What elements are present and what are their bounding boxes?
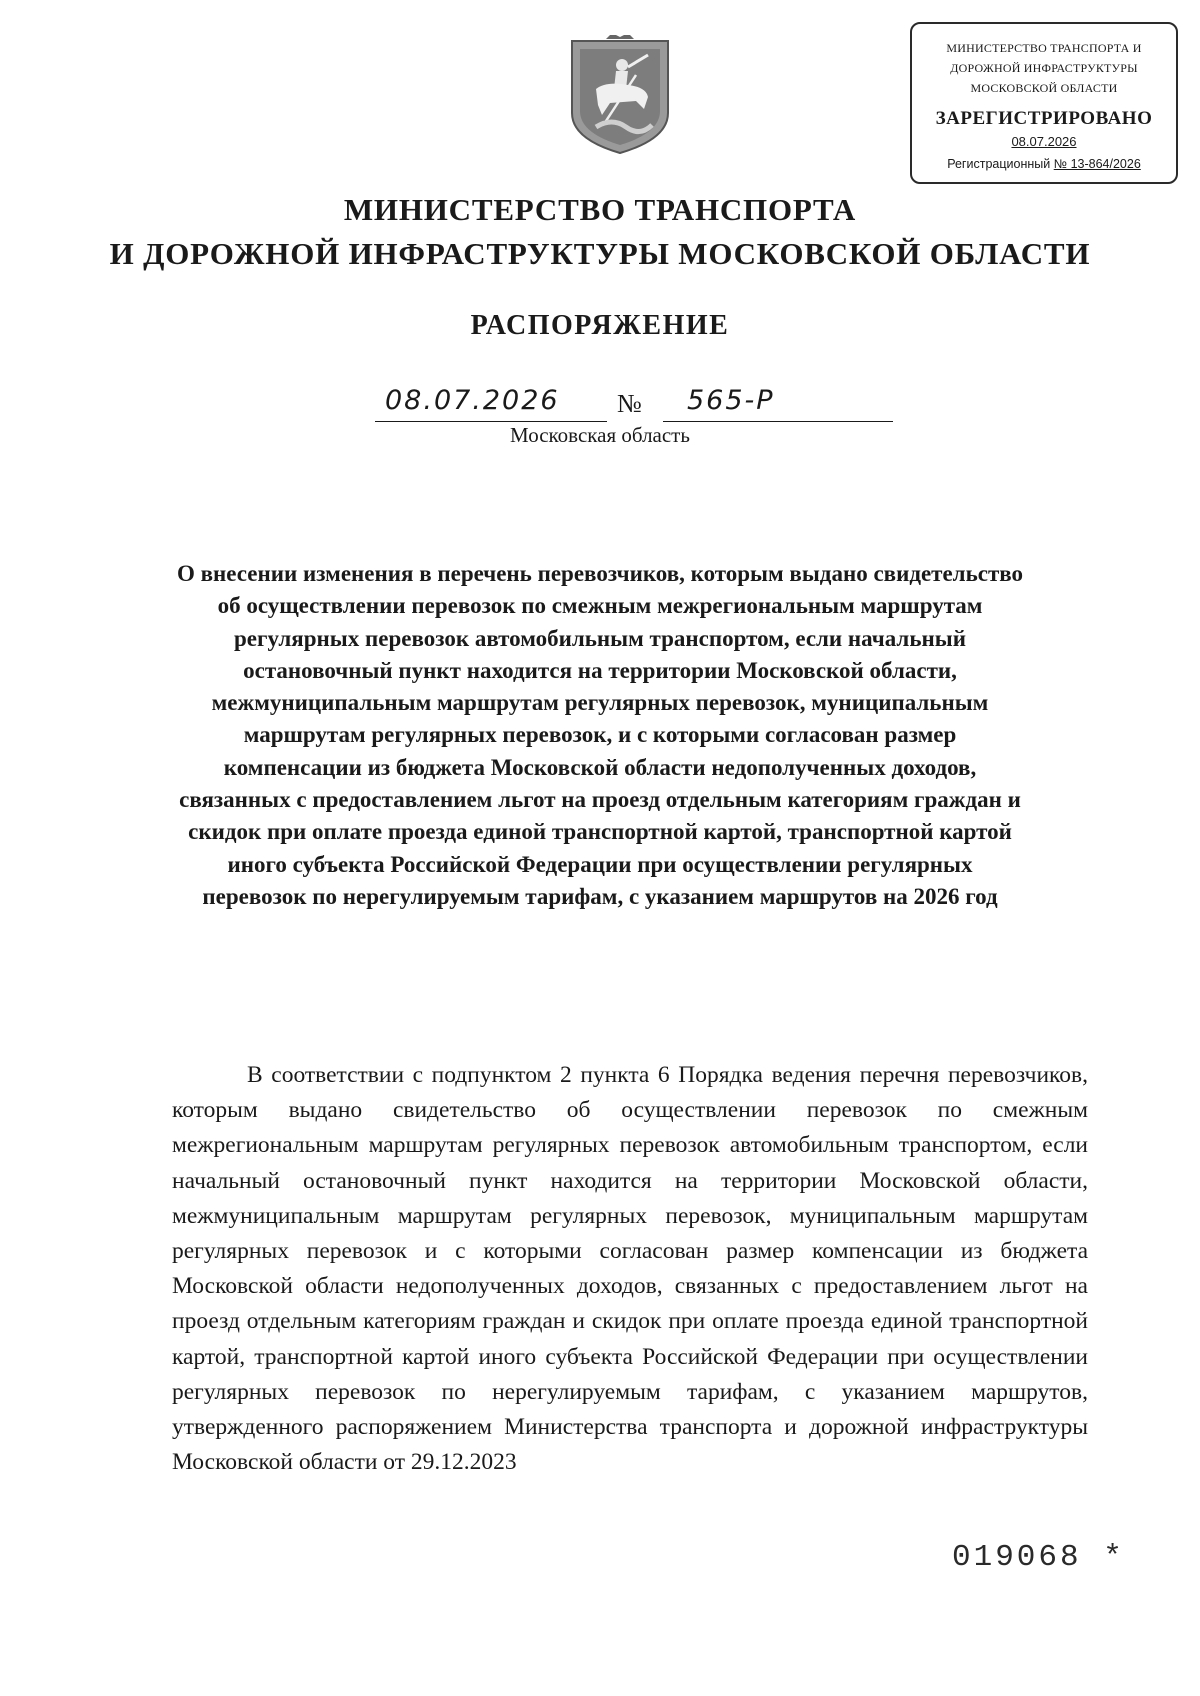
body-paragraph: В соответствии с подпунктом 2 пункта 6 Порядка ведения перечня перевозчиков, которым выдано свидетельство об осуществлении перевозок по смежным межрегиональным маршрутам регулярных перевозок автомобильным транспортом, если начальный остановочный пункт находится на территории Московской области, межмуниципальным маршрутам регулярных перевозок, муниципальным маршрутам регулярных перевозок и с которыми согласован размер компенсации из бюджета Московской области недополученных доходов, связанных с предоставлением льгот на проезд отдельным категориям граждан и скидок при оплате проезда единой транспортной картой, транспортной картой иного субъекта Российской Федерации при осуществлении регулярных перевозок по нерегулируемым тарифам, с указанием маршрутов, утвержденного распоряжением Министерства транспорта и дорожной инфраструктуры Московской области от 29.12.2023 bbox=[172, 1062, 1088, 1476]
document-subject: О внесении изменения в перечень перевозчиков, которым выдано свидетельство об осуществлении перевозок по смежным межрегиональным маршрутам регулярных перевозок автомобильным транспортом, если начальный остановочный пункт находится на территории Московской области, межмуниципальным маршрутам регулярных перевозок, муниципальным маршрутам регулярных перевозок, и с которыми согласован размер компенсации из бюджета Московской области недополученных доходов, связанных с предоставлением льгот на проезд отдельным категориям граждан и скидок при оплате проезда единой транспортной картой, транспортной картой иного субъекта Российской Федерации при осуществлении регулярных перевозок по нерегулируемым тарифам, с указанием маршрутов на 2026 год bbox=[176, 561, 1024, 909]
coat-of-arms-icon bbox=[566, 35, 674, 157]
stamp-org-line: МИНИСТЕРСТВО ТРАНСПОРТА И bbox=[946, 41, 1142, 55]
handwritten-number: 565-Р bbox=[687, 385, 775, 416]
registration-stamp bbox=[910, 22, 1178, 184]
ministry-title-line2: И ДОРОЖНОЙ ИНФРАСТРУКТУРЫ МОСКОВСКОЙ ОБЛАСТИ bbox=[109, 236, 1091, 271]
stamp-date: 08.07.2026 bbox=[1011, 134, 1077, 149]
stamp-org-line: ДОРОЖНОЙ ИНФРАСТРУКТУРЫ bbox=[950, 61, 1138, 75]
document-type: РАСПОРЯЖЕНИЕ bbox=[470, 310, 730, 341]
stamp-registration bbox=[912, 157, 1176, 171]
stamp-status: ЗАРЕГИСТРИРОВАНО bbox=[935, 108, 1153, 129]
ministry-title-line1: МИНИСТЕРСТВО ТРАНСПОРТА bbox=[343, 192, 857, 227]
stamp-reg-number: № 13-864/2026 bbox=[1053, 157, 1141, 171]
number-underline bbox=[663, 421, 893, 422]
handwritten-date: 08.07.2026 bbox=[385, 385, 560, 416]
number-sign: № bbox=[617, 389, 642, 418]
stamp-reg-label: Регистрационный bbox=[947, 157, 1051, 171]
date-underline bbox=[375, 421, 607, 422]
place-of-issue: Московская область bbox=[510, 423, 690, 447]
date-number-line bbox=[375, 385, 895, 425]
serial-number: 019068 * bbox=[952, 1540, 1125, 1575]
stamp-org-line: МОСКОВСКОЙ ОБЛАСТИ bbox=[970, 81, 1118, 95]
